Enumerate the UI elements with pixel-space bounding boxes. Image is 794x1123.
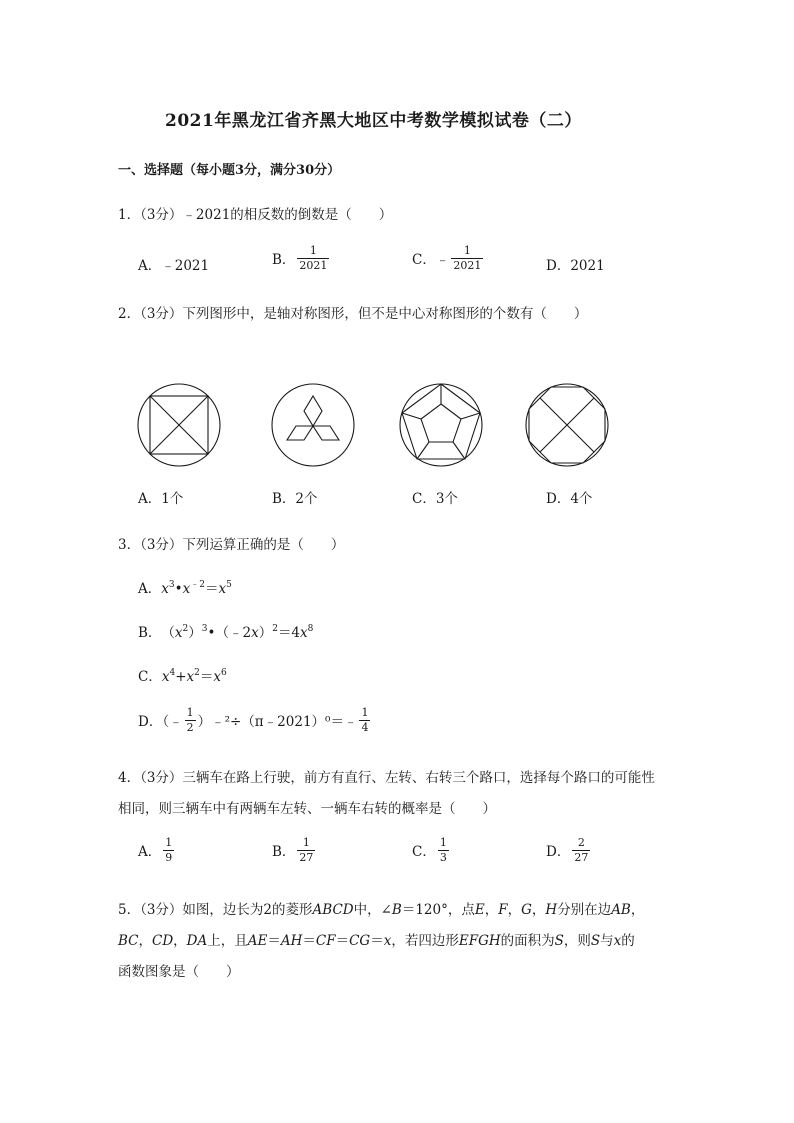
fraction-numerator: 1	[361, 706, 369, 719]
fraction-denominator: 27	[299, 850, 314, 864]
q3-option-b[interactable]	[138, 621, 313, 641]
question-4-stem-line-2: 相同，则三辆车中有两辆车左转、一辆车右转的概率是（ ）	[118, 801, 496, 817]
q1-option-b[interactable]	[272, 244, 331, 273]
fraction-numerator: 1	[439, 836, 447, 849]
q2-option-b-text: B．2个	[272, 491, 318, 507]
square-in-circle-icon	[136, 382, 222, 468]
q4-option-b[interactable]	[272, 836, 317, 865]
q1-option-a[interactable]	[138, 254, 209, 274]
q5-text-segment: 的	[621, 933, 635, 949]
fraction-numerator: 1	[165, 836, 173, 849]
q5-text-segment: 中，∠	[353, 902, 392, 918]
q3-option-d-middle: ）﹣²÷（π﹣2021）⁰＝﹣	[197, 714, 358, 731]
question-3-stem: 3．（3分）下列运算正确的是（ ）	[118, 537, 345, 553]
q4-option-d[interactable]	[546, 836, 592, 865]
q1-option-b-fraction	[297, 244, 329, 273]
question-5-line-1: 5．（3分）如图，边长为2的菱形ABCD中，∠B＝120°，点E，F，G，H分别在边AB，	[118, 902, 645, 918]
fraction-numerator: 1	[302, 836, 310, 849]
question-5-line-2: BC，CD，DA上，且AE＝AH＝CF＝CG＝x，若四边形EFGH的面积为S，则S与x的	[118, 933, 635, 949]
q3-option-b-formula: $(x^2)^3•(﹣2x)^2=4x^8$	[161, 624, 314, 641]
q3-option-a-formula: $x^3•x^{﹣2}=x^5$	[161, 580, 232, 597]
fraction-denominator: 4	[361, 720, 369, 734]
q5-text-segment: ＝120°，点	[401, 902, 475, 918]
q2-option-d[interactable]	[546, 487, 592, 507]
fraction-numerator: 1	[186, 706, 194, 719]
q4-option-d-prefix: D．	[546, 844, 571, 861]
q2-option-c[interactable]	[412, 487, 458, 507]
q2-option-b[interactable]	[272, 487, 318, 507]
fraction-denominator: 9	[165, 850, 173, 864]
fraction-numerator: 1	[463, 244, 471, 257]
q5-text-segment: 与	[600, 933, 614, 949]
q3-option-c[interactable]	[138, 665, 227, 685]
fraction-denominator: 2	[186, 720, 194, 734]
q3-option-d-fraction-1	[185, 706, 196, 735]
q3-option-b-prefix: B．	[138, 625, 162, 641]
q4-option-a[interactable]	[138, 836, 176, 865]
q1-option-b-prefix: B．	[272, 252, 296, 269]
q2-option-a[interactable]	[138, 487, 183, 507]
q3-option-c-formula: $x^4+x^2=x^6$	[161, 668, 227, 685]
q1-option-d-text: D．2021	[546, 258, 605, 274]
octagon-in-circle-icon	[524, 382, 610, 468]
q5-text-segment: 分别在边	[557, 902, 612, 918]
q3-option-d-fraction-2	[359, 706, 370, 735]
q1-option-d[interactable]	[546, 254, 605, 274]
page-title: 2021年黑龙江省齐黑大地区中考数学模拟试卷（二）	[165, 111, 582, 131]
q4-option-c-prefix: C．	[412, 844, 436, 861]
q1-option-c[interactable]	[412, 244, 485, 273]
q3-option-d-prefix: D．（﹣	[138, 714, 183, 731]
question-4-stem-line-1: 4．（3分）三辆车在路上行驶，前方有直行、左转、右转三个路口，选择每个路口的可能性	[118, 770, 655, 786]
fraction-numerator: 2	[577, 836, 585, 849]
q2-option-c-text: C．3个	[412, 491, 458, 507]
q3-option-d[interactable]	[138, 706, 372, 735]
q3-option-a-prefix: A．	[138, 581, 162, 597]
q3-option-c-prefix: C．	[138, 669, 162, 685]
question-2-stem: 2．（3分）下列图形中，是轴对称图形，但不是中心对称图形的个数有（ ）	[118, 306, 588, 322]
fraction-denominator: 3	[439, 850, 447, 864]
question-1-stem: 1．（3分）﹣2021的相反数的倒数是（ ）	[118, 207, 393, 223]
q5-text-segment: ，若四边形	[391, 933, 459, 949]
fraction-denominator: 2021	[453, 258, 482, 272]
pentagon-in-circle-icon	[398, 382, 484, 468]
q4-option-b-fraction	[297, 836, 315, 865]
q2-option-a-text: A．1个	[138, 491, 184, 507]
q4-option-a-prefix: A．	[138, 844, 162, 861]
section-heading: 一、选择题（每小题3分，满分30分）	[118, 163, 341, 178]
q4-option-a-fraction	[163, 836, 174, 865]
fraction-denominator: 27	[574, 850, 589, 864]
q5-text-segment: ，则	[563, 933, 591, 949]
q4-option-b-prefix: B．	[272, 844, 296, 861]
q5-text-segment: 5．（3分）如图，边长为2的菱形	[118, 902, 313, 918]
fraction-numerator: 1	[309, 244, 317, 257]
q1-option-c-prefix: C．﹣	[412, 252, 450, 269]
q4-option-c[interactable]	[412, 836, 451, 865]
fraction-denominator: 2021	[299, 258, 328, 272]
q3-option-a[interactable]	[138, 577, 232, 597]
question-5-line-3: 函数图象是（ ）	[118, 964, 240, 980]
q1-option-a-text: A．﹣2021	[138, 258, 210, 274]
q5-text-segment: 上，且	[207, 933, 248, 949]
q4-option-c-fraction	[438, 836, 449, 865]
mitsubishi-in-circle-icon	[270, 382, 356, 468]
q1-option-c-fraction	[451, 244, 483, 273]
q5-text-segment: 的面积为	[500, 933, 555, 949]
q4-option-d-fraction	[572, 836, 590, 865]
q2-option-d-text: D．4个	[546, 491, 593, 507]
